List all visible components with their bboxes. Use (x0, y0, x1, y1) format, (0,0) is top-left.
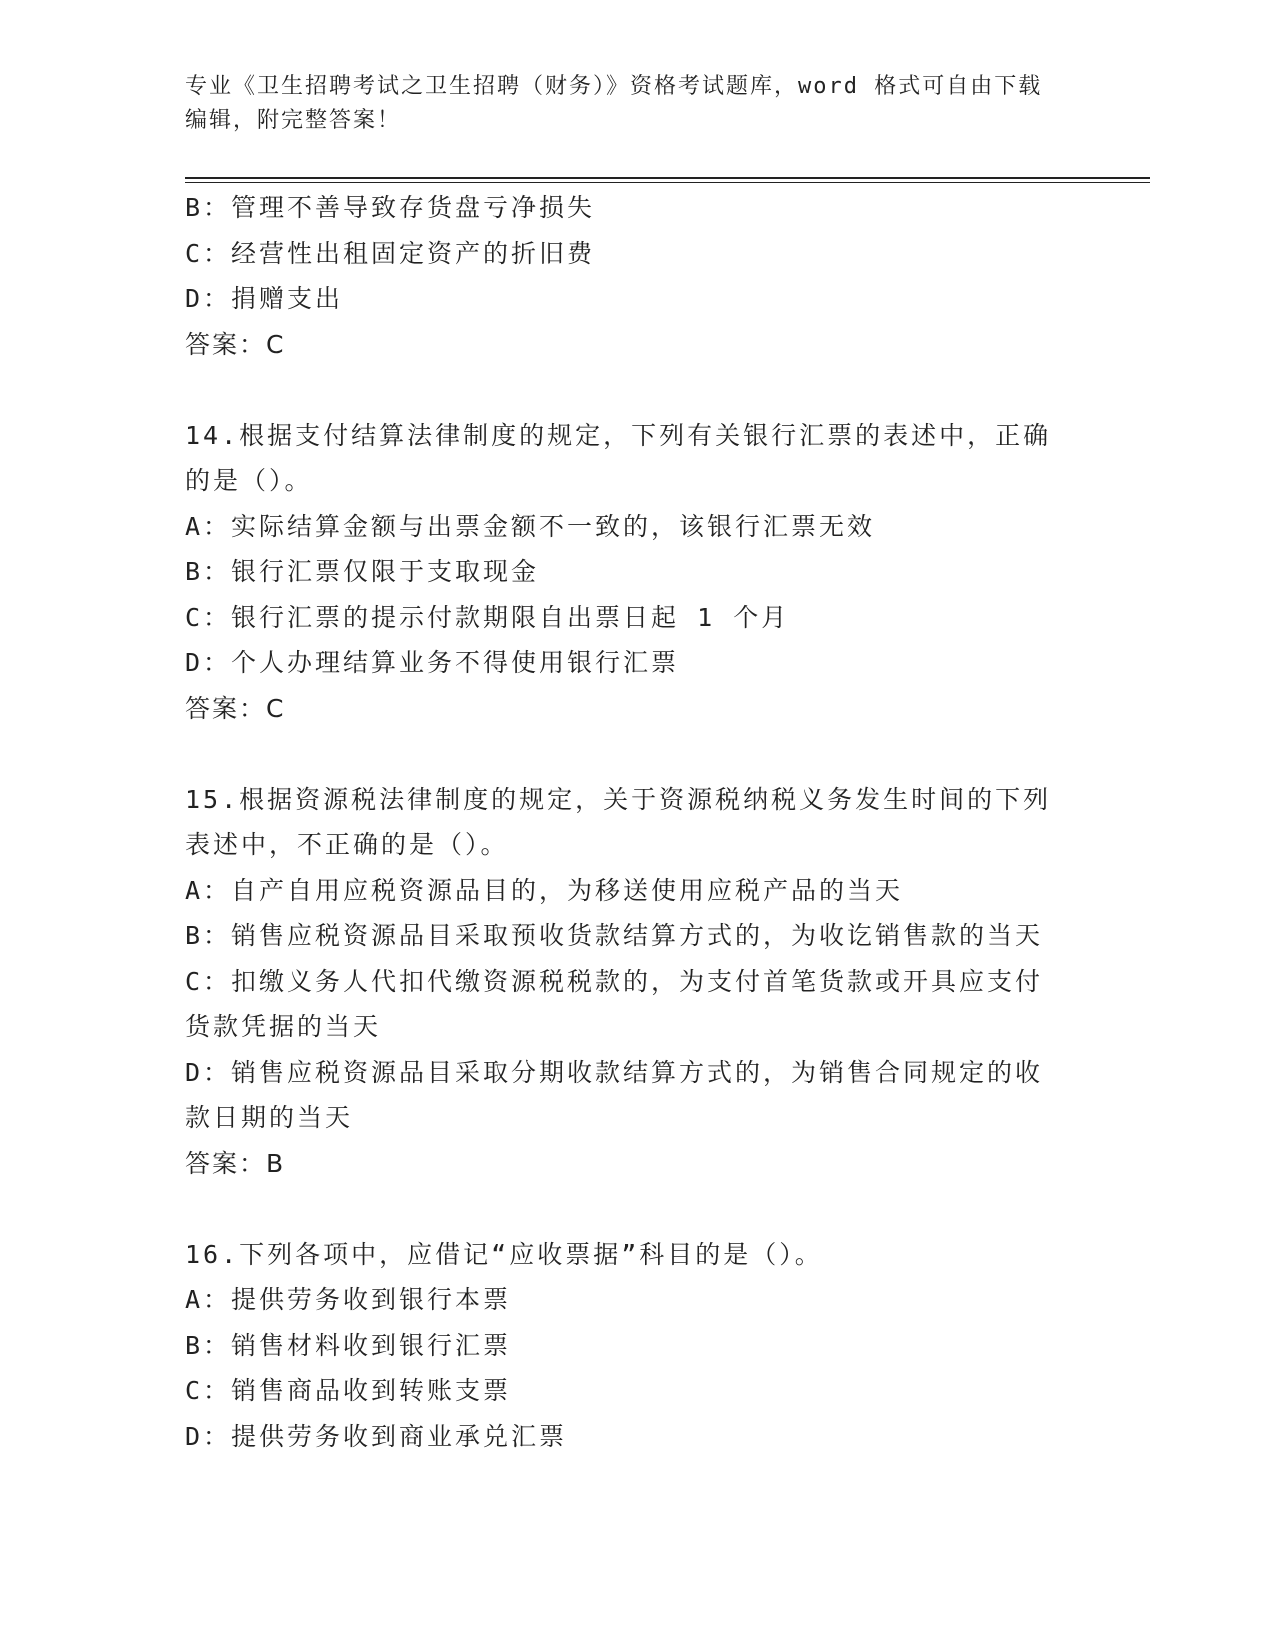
q15-answer: 答案：B (185, 1148, 286, 1178)
q15-stem-line-2: 表述中，不正确的是（）。 (185, 830, 509, 859)
header-divider-thin (185, 182, 1150, 183)
q16-option-d: D：提供劳务收到商业承兑汇票 (185, 1421, 568, 1451)
q13-option-c: C：经营性出租固定资产的折旧费 (185, 238, 596, 268)
q16-stem: 16.下列各项中，应借记“应收票据”科目的是（）。 (185, 1239, 823, 1269)
question-15 (185, 777, 1085, 1187)
q13-option-b: B：管理不善导致存货盘亏净损失 (185, 193, 596, 222)
q14-option-a: A：实际结算金额与出票金额不一致的，该银行汇票无效 (185, 511, 876, 541)
header-divider-thick (185, 177, 1150, 179)
q15-option-d-line-1: D：销售应税资源品目采取分期收款结算方式的，为销售合同规定的收 (185, 1057, 1044, 1087)
q14-stem-line-2: 的是（）。 (185, 466, 313, 495)
q16-option-c: C：销售商品收到转账支票 (185, 1376, 512, 1405)
spacer (185, 731, 1085, 777)
q14-option-d: D：个人办理结算业务不得使用银行汇票 (185, 648, 680, 677)
q15-option-c-line-1: C：扣缴义务人代扣代缴资源税税款的，为支付首笔货款或开具应支付 (185, 966, 1044, 996)
q14-option-b: B：银行汇票仅限于支取现金 (185, 557, 540, 586)
q13-option-d: D：捐赠支出 (185, 284, 344, 313)
q15-stem-line-1: 15.根据资源税法律制度的规定，关于资源税纳税义务发生时间的下列 (185, 784, 1052, 814)
q15-option-d-line-2: 款日期的当天 (185, 1103, 354, 1132)
q15-option-b: B：销售应税资源品目采取预收货款结算方式的，为收讫销售款的当天 (185, 921, 1044, 950)
question-16 (185, 1232, 1085, 1460)
spacer (185, 367, 1085, 413)
q15-option-a: A：自产自用应税资源品目的，为移送使用应税产品的当天 (185, 875, 904, 905)
q14-answer: 答案：C (185, 693, 286, 723)
question-14 (185, 413, 1085, 732)
header-line-2: 编辑，附完整答案！ (185, 108, 402, 133)
document-header (185, 70, 1085, 138)
q14-option-c: C：银行汇票的提示付款期限自出票日起 1 个月 (185, 602, 790, 632)
question-13 (185, 185, 1085, 367)
q14-stem-line-1: 14.根据支付结算法律制度的规定，下列有关银行汇票的表述中，正确 (185, 420, 1052, 450)
question-list (185, 185, 1085, 1459)
q13-answer: 答案：C (185, 329, 286, 359)
spacer (185, 1186, 1085, 1232)
q16-option-b: B：销售材料收到银行汇票 (185, 1330, 512, 1360)
header-line-1: 专业《卫生招聘考试之卫生招聘（财务）》资格考试题库，word 格式可自由下载 (185, 74, 1043, 99)
q16-option-a: A：提供劳务收到银行本票 (185, 1285, 512, 1314)
q15-option-c-line-2: 货款凭据的当天 (185, 1012, 382, 1041)
